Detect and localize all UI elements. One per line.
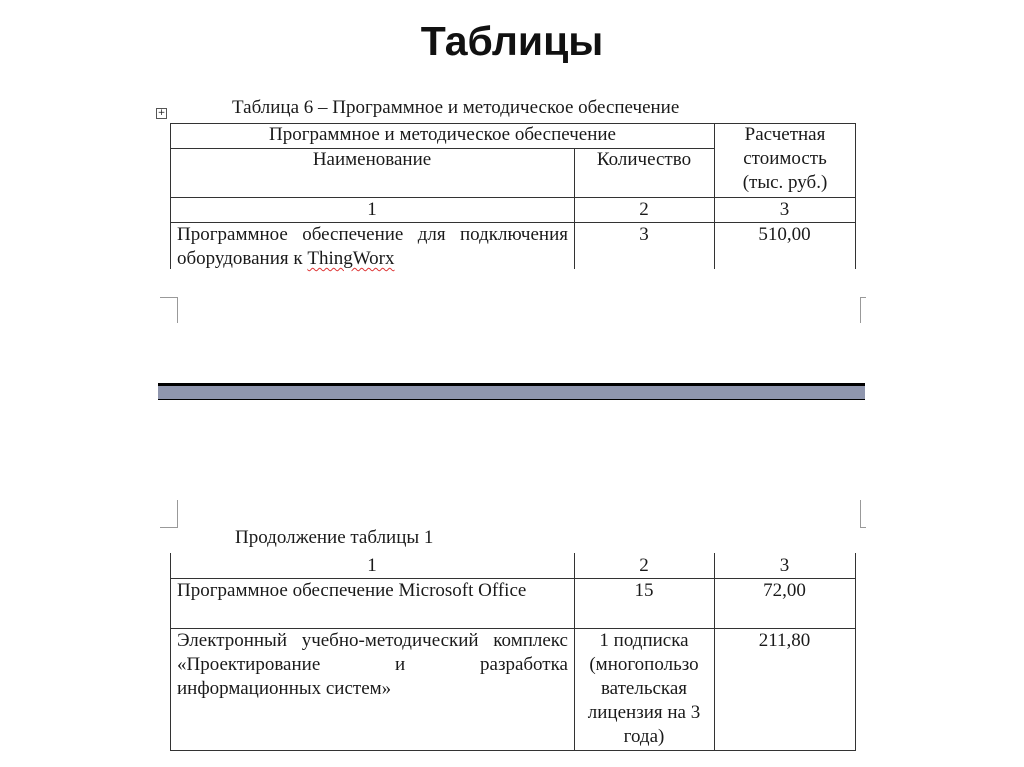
table-row-cost: 510,00 [758,224,811,245]
table-row-cost: 72,00 [763,580,806,601]
table-row-name: Электронный учебно-методический комплекс «Проектирование и разработка информационных систем» [177,630,568,699]
column-number: 1 [367,555,377,576]
table-row-quantity: 1 подписка (многопользо вательская лицензия на 3 года) [587,630,701,747]
header-name: Наименование [312,149,432,170]
table-border [170,553,171,751]
table-border [855,123,856,269]
table-move-handle-icon[interactable]: + [157,108,166,118]
group-header: Программное и методическое обеспечение [268,124,616,145]
spellcheck-word: ThingWorx [307,248,395,269]
header-cost: Расчетная стоимость (тыс. руб.) [742,124,828,193]
page-gap-band-edge [158,399,865,400]
table-row-cost: 211,80 [758,630,811,651]
table-row-name: Программное обеспечение Microsoft Office [177,580,527,601]
table-caption: Таблица 6 – Программное и методическое обеспечение [232,97,680,118]
column-number: 3 [779,555,790,576]
column-number: 1 [367,199,377,220]
row-name-text: Программное обеспечение для подключения оборудования к [177,224,568,269]
column-number: 2 [639,555,649,576]
table-row-quantity: 3 [639,224,649,245]
header-quantity: Количество [596,149,692,170]
slide-title: Таблицы [420,18,604,64]
table-caption: Продолжение таблицы 1 [235,527,434,548]
column-number: 2 [639,199,649,220]
column-number: 3 [779,199,790,220]
table-row-name [177,223,568,271]
table-row-quantity: 15 [634,580,654,601]
table-border [170,750,856,751]
page-gap-band-fill [158,386,865,399]
table-border [855,553,856,751]
